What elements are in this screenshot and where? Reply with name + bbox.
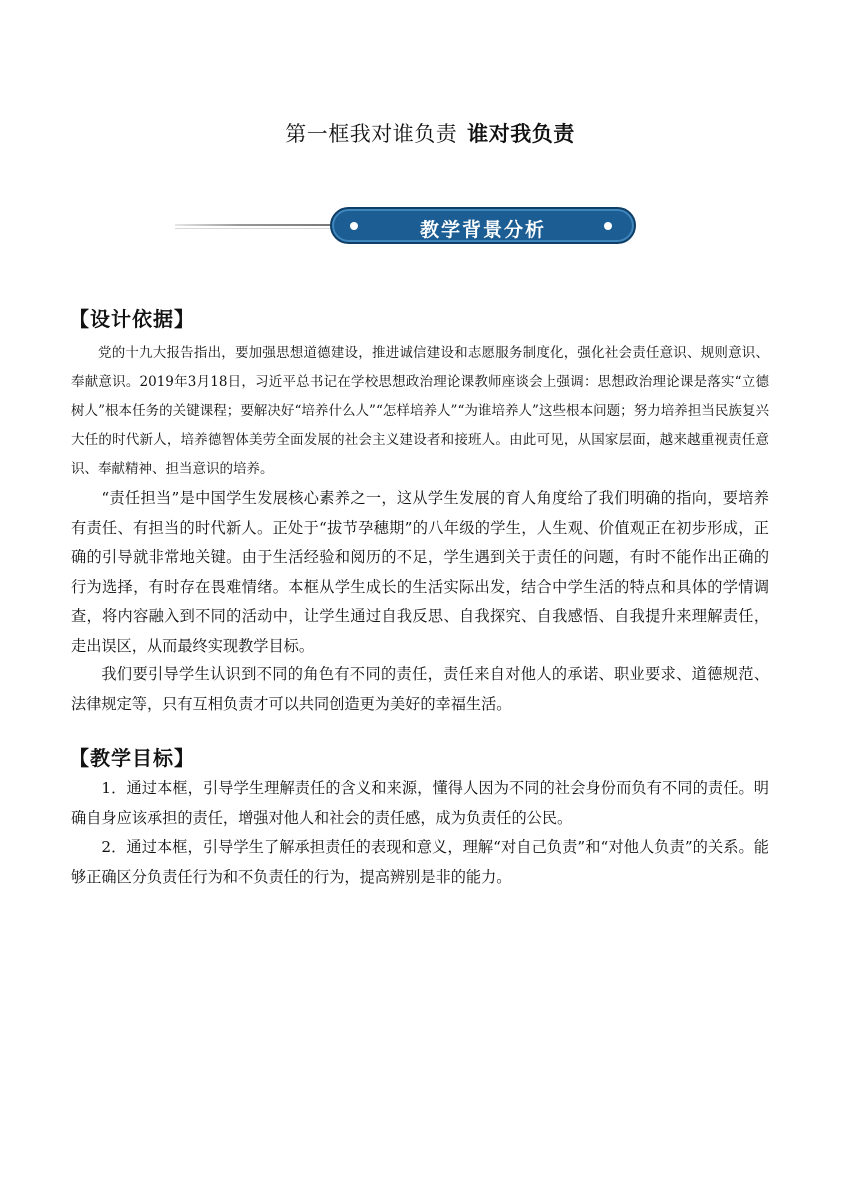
- banner-rule: [175, 224, 335, 226]
- section-heading-teaching-goals: 【教学目标】: [69, 746, 195, 770]
- banner-label: 教学背景分析: [419, 219, 546, 241]
- title-part-2: 谁对我负责: [467, 122, 575, 146]
- paragraph: 2．通过本框，引导学生了解承担责任的表现和意义，理解“对自己负责”和“对他人负责”的关系。能够正确区分负责任行为和不负责任的行为，提高辨别是非的能力。: [71, 838, 769, 886]
- paragraph: 我们要引导学生认识到不同的角色有不同的责任，责任来自对他人的承诺、职业要求、道德规范、法律规定等，只有互相负责才可以共同创造更为美好的幸福生活。: [71, 665, 769, 713]
- paragraph: “责任担当”是中国学生发展核心素养之一，这从学生发展的育人角度给了我们明确的指向，要培养有责任、有担当的时代新人。正处于“拔节孕穗期”的八年级的学生，人生观、价值观正在初步形成，正确的引导就非常地关键。由于生活经验和阅历的不足，学生遇到关于责任的问题，有时不能作出正确的行为选择，有时存在畏难情绪。本框从学生成长的生活实际出发，结合中学生活的特点和具体的学情调查，将内容融入到不同的活动中，让学生通过自我反思、自我探究、自我感悟、自我提升来理解责任，走出误区，从而最终实现教学目标。: [71, 489, 769, 655]
- section-banner: [330, 207, 636, 244]
- title-part-1: 第一框我对谁负责: [285, 122, 458, 146]
- section-heading-design-basis: 【设计依据】: [69, 307, 195, 331]
- banner-rule-shadow: [175, 228, 335, 229]
- paragraph: 1．通过本框，引导学生理解责任的含义和来源，懂得人因为不同的社会身份而负有不同的责任。明确自身应该承担的责任，增强对他人和社会的责任感，成为负责任的公民。: [71, 779, 769, 827]
- document-title: [0, 118, 860, 148]
- paragraph: 党的十九大报告指出，要加强思想道德建设，推进诚信建设和志愿服务制度化，强化社会责任意识、规则意识、奉献意识。2019年3月18日，习近平总书记在学校思想政治理论课教师座谈会上强调：思想政治理论课是落实“立德树人”根本任务的关键课程；要解决好“培养什么人”“怎样培养人”“为谁培养人”这些根本问题；努力培养担当民族复兴大任的时代新人，培养德智体美劳全面发展的社会主义建设者和接班人。由此可见，从国家层面，越来越重视责任意识、奉献精神、担当意识的培养。: [71, 345, 769, 477]
- banner-dot-right-icon: [604, 222, 612, 230]
